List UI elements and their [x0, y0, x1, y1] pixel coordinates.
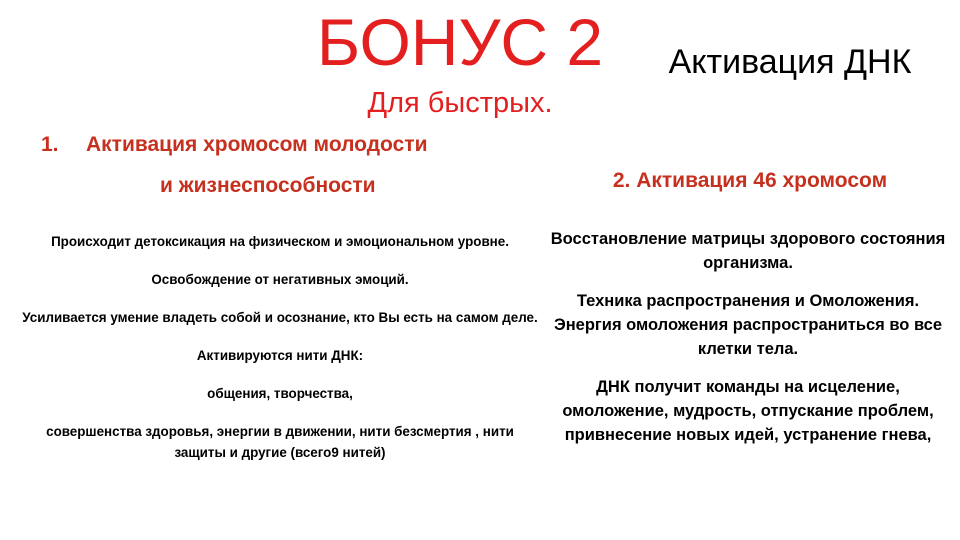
slide-title: БОНУС 2	[316, 5, 604, 79]
right-paragraph: Восстановление матрицы здорового состояния организма.	[550, 230, 946, 272]
right-paragraph: Техника распространения и Омоложения. Энергия омоложения распространиться во все клетки тела.	[553, 292, 943, 358]
left-paragraph: общения, творчества,	[207, 386, 353, 401]
left-column	[20, 231, 540, 480]
slide-subtitle: Для быстрых.	[367, 87, 553, 119]
left-heading-line1: Активация хромосом молодости	[86, 133, 428, 156]
right-heading: 2. Активация 46 хромосом	[612, 169, 888, 192]
right-paragraph: ДНК получит команды на исцеление, омоложение, мудрость, отпускание проблем, привнесение новых идей, устранение гнева,	[562, 378, 934, 444]
left-paragraph: совершенства здоровья, энергии в движении, нити безсмертия , нити защиты и другие (всего9 нитей)	[46, 424, 514, 460]
left-paragraph: Происходит детоксикация на физическом и эмоциональном уровне.	[51, 234, 509, 249]
left-paragraph: Освобождение от негативных эмоций.	[151, 272, 409, 287]
left-paragraph: Усиливается умение владеть собой и осознание, кто Вы есть на самом деле.	[22, 310, 538, 325]
left-paragraph: Активируются нити ДНК:	[196, 348, 364, 363]
right-column	[548, 227, 948, 461]
slide-right-title: Активация ДНК	[668, 43, 912, 81]
left-heading-number: 1.	[41, 133, 59, 156]
left-heading-line2: и жизнеспособности	[160, 174, 376, 197]
